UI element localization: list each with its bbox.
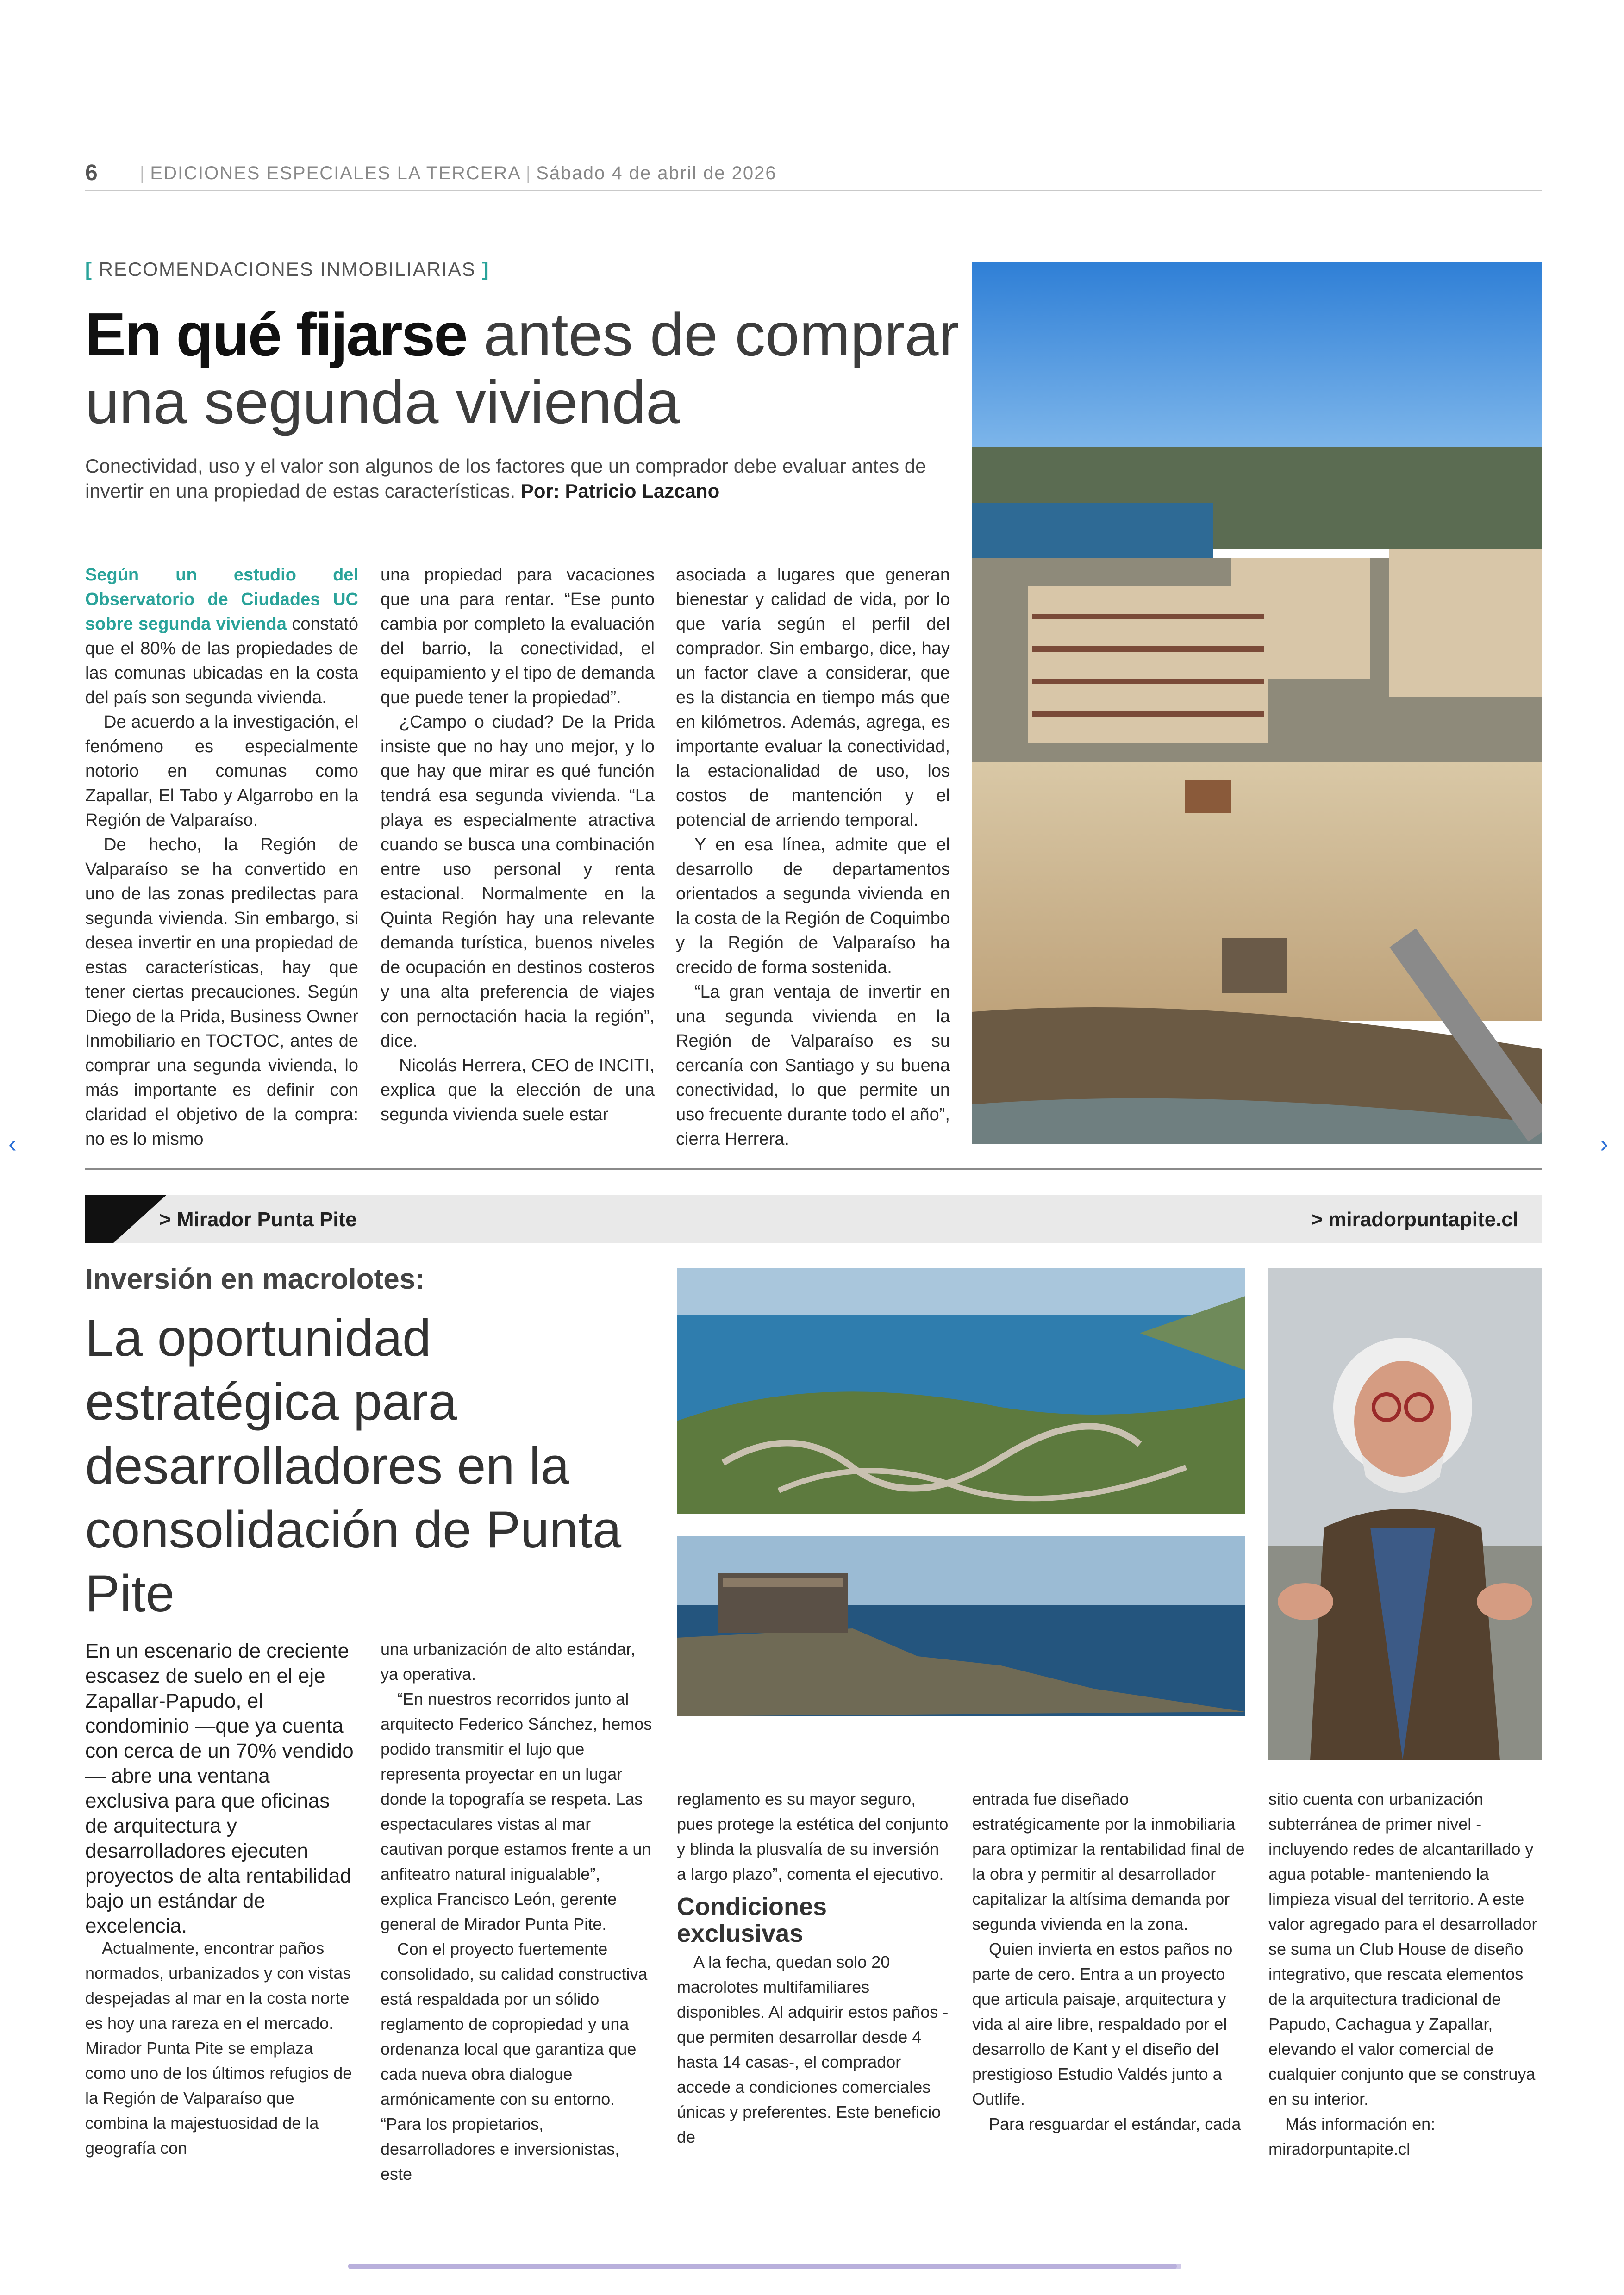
paragraph: A la fecha, quedan solo 20 macrolotes multifamiliares disponibles. Al adquirir estos paños -que permiten desarrollar desde 4 hasta 14 casas-, el comprador accede a condiciones comerciales únicas y preferentes. Este beneficio de — [677, 1952, 949, 2146]
publication-name: EDICIONES ESPECIALES LA TERCERA — [150, 163, 521, 183]
page-scrollbar-thumb[interactable] — [348, 2264, 1177, 2269]
aerial-lots-photo — [677, 1268, 1245, 1514]
publication-date: Sábado 4 de abril de 2026 — [536, 163, 777, 183]
paragraph: entrada fue diseñado estratégicamente por la inmobiliaria para optimizar la rentabilidad final de la obra y permitir al desarrollador capitalizar la altísima demanda por segunda vivienda en la zona. — [972, 1790, 1245, 1933]
page-number: 6 — [85, 161, 98, 185]
article2-intro: En un escenario de creciente escasez de suelo en el eje Zapallar-Papudo, el condominio —que ya cuenta con cerca de un 70% vendido— abre una ventana exclusiva para que oficinas de arquitectura y desarrolladores ejecuten proyectos de alta rentabilidad bajo un estándar de excelencia. — [85, 1640, 354, 1937]
title-rest: antes de comprar una segunda vivienda — [85, 300, 959, 436]
paragraph: Y en esa línea, admite que el desarrollo de departamentos orientados a segunda vivienda en la costa de la Región de Coquimbo y la Región de Valparaíso ha crecido de forma sostenida. — [676, 835, 950, 977]
article2-column-3 — [677, 1787, 951, 2150]
article2-subtitle: Inversión en macrolotes: — [85, 1263, 425, 1295]
article2-column-5 — [1268, 1787, 1542, 2162]
beach-photo-image — [972, 262, 1542, 1144]
band-accent-triangle — [113, 1195, 166, 1243]
portrait-image — [1268, 1268, 1542, 1760]
kicker-text: RECOMENDACIONES INMOBILIARIAS — [99, 258, 476, 280]
paragraph: Quien invierta en estos paños no parte de cero. Entra a un proyecto que articula paisaje, arquitectura y vida al aire libre, respaldado por el desarrollo de Kant y el diseño del prestigioso Estudio Valdés junto a Outlife. — [972, 1940, 1233, 2108]
byline: Por: Patricio Lazcano — [520, 480, 720, 502]
section-kicker — [85, 258, 489, 281]
paragraph: una propiedad para vacaciones que una para rentar. “Ese punto cambia por completo la evaluación del barrio, la conectividad, el equipamiento y el tipo de demanda que puede tener la propiedad”. — [381, 565, 655, 707]
paragraph: asociada a lugares que generan bienestar y calidad de vida, por lo que varía según el perfil del comprador. Sin embargo, dice, hay un factor clave a considerar, que es la distancia en tiempo más que en kilómetros. Además, agrega, es importante evaluar la conectividad, la estacionalidad de uso, los costos de mantención y el potencial de arriendo temporal. — [676, 565, 950, 830]
paragraph: una urbanización de alto estándar, ya operativa. — [381, 1640, 636, 1684]
paragraph: De hecho, la Región de Valparaíso se ha convertido en uno de las zonas predilectas para segunda vivienda. Sin embargo, si desea invertir en una propiedad de estas características, hay que tener ciertas precauciones. Según Diego de la Prida, Business Owner Inmobiliario en TOCTOC, antes de comprar una segunda vivienda, lo más importante es definir con claridad el objetivo de la compra: no es lo mismo — [85, 835, 358, 1149]
kicker-open-bracket: [ — [85, 258, 93, 280]
article1-column-2 — [381, 563, 655, 1127]
article2-title: La oportunidad estratégica para desarrolladores en la consolidación de Punta Pite — [85, 1309, 622, 1622]
paragraph: sitio cuenta con urbanización subterránea de primer nivel -incluyendo redes de alcantarillado y agua potable- manteniendo la limpieza visual del territorio. A este valor agregado para el desarrollador se suma un Club House de diseño integrativo, que rescata elementos de la arquitectura tradicional de Papudo, Cachagua y Zapallar, elevando el valor comercial de cualquier conjunto que se construya en su interior. — [1268, 1790, 1537, 2108]
article2-column-1 — [85, 1936, 358, 2161]
band-website[interactable]: > miradorpuntapite.cl — [1311, 1208, 1518, 1231]
kicker-close-bracket: ] — [482, 258, 490, 280]
next-page-arrow-icon[interactable]: › — [1600, 1130, 1608, 1158]
paragraph: De acuerdo a la investigación, el fenómeno es especialmente notorio en comunas como Zapallar, El Tabo y Algarrobo en la Región de Valparaíso. — [85, 712, 358, 830]
aerial-lots-image — [677, 1268, 1245, 1514]
paragraph: Con el proyecto fuertemente consolidado, su calidad constructiva está respaldada por un sólido reglamento de copropiedad y una ordenanza local que garantiza que cada nueva obra dialogue armónicamente con su entorno. “Para los propietarios, desarrolladores e inversionistas, este — [381, 1940, 648, 2183]
article2-column-4 — [972, 1787, 1246, 2137]
title-bold: En qué fijarse — [85, 300, 467, 368]
paragraph: reglamento es su mayor seguro, pues protege la estética del conjunto y blinda la plusvalía de su inversión a largo plazo”, comenta el ejecutivo. — [677, 1790, 949, 1883]
paragraph: “La gran ventaja de invertir en una segunda vivienda en la Región de Valparaíso es su cercanía con Santiago y su buena conectividad, lo que permite un uso frecuente durante todo el año”, cierra Herrera. — [676, 982, 950, 1149]
coastline-image — [677, 1536, 1245, 1716]
lead-text: Conectividad, uso y el valor son algunos de los factores que un comprador debe evaluar antes de invertir en una propiedad de estas características. — [85, 455, 926, 502]
running-header — [85, 156, 1542, 191]
paragraph: Para resguardar el estándar, cada — [989, 2114, 1241, 2133]
paragraph: ¿Campo o ciudad? De la Prida insiste que no hay uno mejor, y lo que hay que mirar es qué función tendrá esa segunda vivienda. “La playa es especialmente atractiva cuando se busca una combinación entre uso personal y renta estacional. Normalmente en la Quinta Región hay una relevante demanda turística, buenos niveles de ocupación en destinos costeros y una alta preferencia de viajes con pernoctación hacia la región”, dice. — [381, 712, 655, 1051]
paragraph: constató que el 80% de las propiedades de las comunas ubicadas en la costa del país son segunda vivienda. — [85, 614, 358, 707]
study-highlight: Según un estudio del Observatorio de Ciudades UC sobre segunda vivienda — [85, 565, 358, 634]
article-lead — [85, 454, 951, 504]
more-info-link[interactable]: Más información en: miradorpuntapite.cl — [1268, 2114, 1436, 2158]
subheading-condiciones: Condiciones exclusivas — [677, 1893, 827, 1947]
sponsor-band — [85, 1195, 1542, 1243]
beach-photo — [972, 262, 1542, 1144]
paragraph: Actualmente, encontrar paños normados, urbanizados y con vistas despejadas al mar en la costa norte es hoy una rareza en el mercado. Mirador Punta Pite se emplaza como uno de los últimos refugios de la Región de Valparaíso que combina la majestuosidad de la geografía con — [85, 1939, 352, 2158]
paragraph: Nicolás Herrera, CEO de INCITI, explica que la elección de una segunda vivienda suele estar — [381, 1056, 655, 1124]
prev-page-arrow-icon[interactable]: ‹ — [8, 1130, 17, 1158]
header-line: | EDICIONES ESPECIALES LA TERCERA | Sábado 4 de abril de 2026 — [140, 163, 777, 183]
article1-column-1 — [85, 563, 358, 1152]
coastline-photo — [677, 1536, 1245, 1716]
section-divider — [85, 1168, 1542, 1170]
article-title — [85, 301, 988, 436]
article1-column-3 — [676, 563, 950, 1152]
paragraph: “En nuestros recorridos junto al arquitecto Federico Sánchez, hemos podido transmitir el lujo que representa proyectar en un lugar donde la topografía se respeta. Las espectaculares vistas al mar cautivan porque estamos frente a un anfiteatro natural inigualable”, explica Francisco León, gerente general de Mirador Punta Pite. — [381, 1690, 652, 1933]
band-label: > Mirador Punta Pite — [159, 1208, 357, 1231]
portrait-photo — [1268, 1268, 1542, 1760]
article2-column-2 — [381, 1637, 655, 2187]
band-accent-block — [85, 1195, 113, 1243]
